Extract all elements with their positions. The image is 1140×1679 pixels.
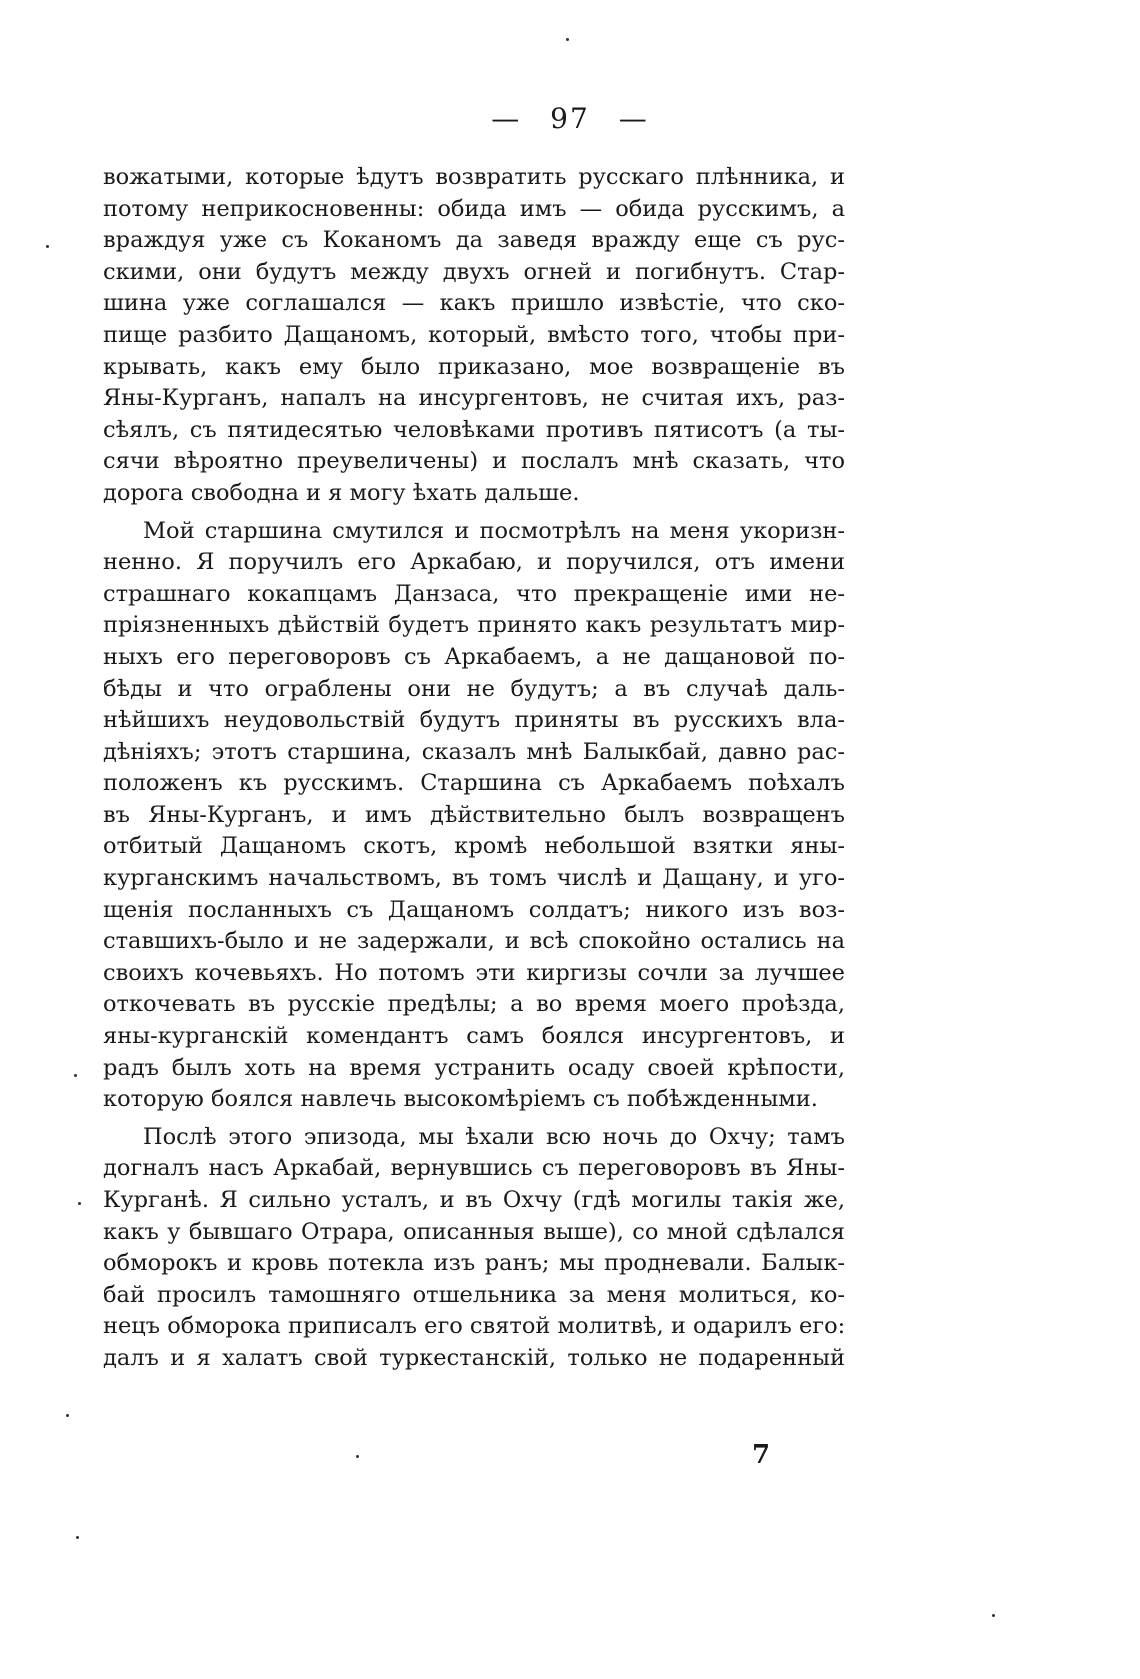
body-text [103,162,845,1375]
scan-speck [74,1074,77,1077]
scan-speck [566,38,569,41]
text-line: бай просилъ тамошняго отшельника за меня молиться, ко- [103,1281,845,1308]
text-line: обморокъ и кровь потекла изъ ранъ; мы продневали. Балык- [103,1250,845,1277]
text-line: далъ и я халатъ свой туркестанскій, только не подаренный [103,1344,845,1371]
text-line: радъ былъ хоть на время устранить осаду своей крѣпости, [103,1054,845,1081]
text-line: пище разбито Дащаномъ, который, вмѣсто того, чтобы при- [103,321,845,348]
scan-speck [992,1614,995,1617]
text-line: Яны-Курганъ, напалъ на инсургентовъ, не считая ихъ, раз- [103,385,845,412]
text-line: сѣялъ, съ пятидесятью человѣками противъ пятисотъ (а ты- [103,416,845,443]
text-line: потому неприкосновенны: обида имъ — обида русскимъ, а [103,195,845,222]
text-line: сячи вѣроятно преувеличены) и послалъ мнѣ сказать, что [103,448,845,475]
scan-speck [78,1202,81,1205]
text-line: которую боялся навлечь высокомѣріемъ съ побѣжденными. [103,1086,818,1113]
text-line: Курганѣ. Я сильно усталъ, и въ Охчу (гдѣ могилы такія же, [103,1187,845,1213]
text-line: крывать, какъ ему было приказано, мое возвращеніе въ [103,353,845,380]
page-number: 97 [550,102,590,135]
text-line: откочевать въ русскіе предѣлы; а во время моего проѣзда, [103,991,845,1018]
text-line: яны-курганскій комендантъ самъ боялся инсургентовъ, и [103,1023,845,1050]
text-line: бѣды и что ограблены они не будутъ; а въ случаѣ даль- [103,675,845,702]
header-dash-right: — [618,102,649,135]
text-line: ненно. Я поручилъ его Аркабаю, и поручился, отъ имени [103,549,845,576]
text-line: догналъ насъ Аркабай, вернувшись съ переговоровъ въ Яны- [103,1155,845,1182]
paragraph [103,1122,845,1375]
text-line: вожатыми, которые ѣдутъ возвратить русскаго плѣнника, и [103,164,845,190]
text-line: въ Яны-Курганъ, и имъ дѣйствительно былъ возвращенъ [103,801,845,828]
text-line: шина уже соглашался — какъ пришло извѣстіе, что ско- [103,290,845,317]
text-line: дѣніяхъ; этотъ старшина, сказалъ мнѣ Балыкбай, давно рас- [103,738,845,765]
scan-speck [46,245,49,248]
text-line: ставшихъ-было и не задержали, и всѣ спокойно остались на [103,928,845,955]
header-dash-left: — [491,102,522,135]
text-line: щенія посланныхъ съ Дащаномъ солдатъ; никого изъ воз- [103,896,845,923]
signature-mark: 7 [752,1440,771,1470]
text-line: скими, они будутъ между двухъ огней и погибнутъ. Стар- [103,258,845,285]
text-line: враждуя уже съ Коканомъ да заведя вражду еще съ рус- [103,227,845,254]
text-line: какъ у бывшаго Отрара, описанныя выше), со мной сдѣлался [103,1218,845,1245]
text-line: положенъ къ русскимъ. Старшина съ Аркабаемъ поѣхалъ [103,770,845,797]
text-line: Послѣ этого эпизода, мы ѣхали всю ночь до Охчу; тамъ [143,1123,845,1150]
paragraph [103,516,845,1116]
scan-speck [66,1414,69,1417]
paragraph [103,162,845,510]
text-line: нѣйшихъ неудовольствій будутъ приняты въ русскихъ вла- [103,707,845,734]
text-line: курганскимъ начальствомъ, въ томъ числѣ и Дащану, и уго- [103,865,845,892]
page-header [0,102,1140,135]
text-line: страшнаго кокапцамъ Данзаса, что прекращеніе ими не- [103,580,845,607]
text-line: Мой старшина смутился и посмотрѣлъ на меня укоризн- [143,517,845,544]
text-line: отбитый Дащаномъ скотъ, кромѣ небольшой взятки яны- [103,833,845,860]
text-line: пріязненныхъ дѣйствій будетъ принято какъ результатъ мир- [103,612,845,639]
text-line: нецъ обморока приписалъ его святой молитвѣ, и одарилъ его: [103,1313,846,1340]
scan-speck [76,1536,79,1539]
text-line: своихъ кочевьяхъ. Но потомъ эти киргизы сочли за лучшее [103,959,845,986]
scan-speck [356,1455,359,1458]
text-line: ныхъ его переговоровъ съ Аркабаемъ, а не дащановой по- [103,643,845,670]
text-line: дорога свободна и я могу ѣхать дальше. [103,479,580,506]
